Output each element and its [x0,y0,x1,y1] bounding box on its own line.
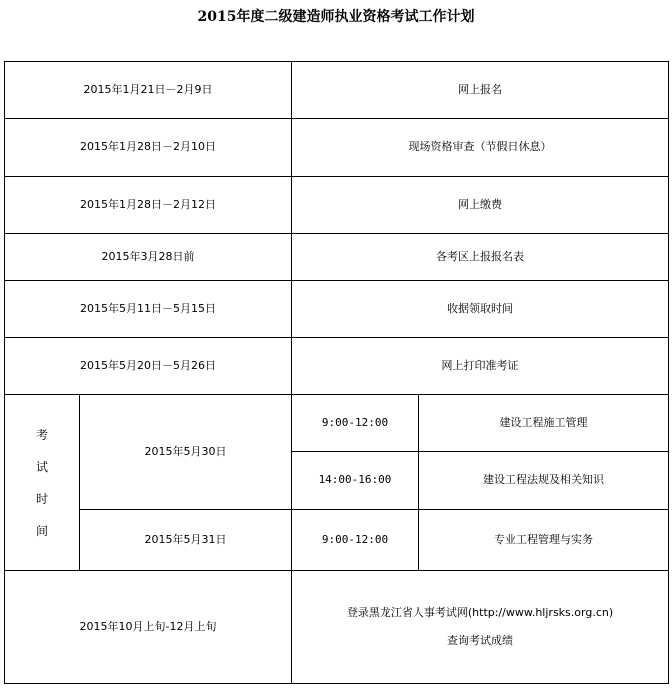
exam-date-cell: 2015年5月31日 [80,510,292,571]
exam-time-cell: 14:00-16:00 [292,452,419,510]
table-row [5,281,669,338]
task-cell: 各考区上报报名表 [292,234,669,281]
results-date-cell: 2015年10月上旬-12月上旬 [5,571,292,684]
exam-label-char: 时 [35,491,48,506]
date-cell: 2015年5月20日－5月26日 [5,338,292,395]
exam-time-cell: 9:00-12:00 [292,510,419,571]
exam-subject-cell: 建设工程施工管理 [419,395,669,452]
task-cell: 网上打印准考证 [292,338,669,395]
task-cell: 网上缴费 [292,177,669,234]
schedule-table [4,61,669,684]
table-row [5,62,669,119]
table-row [5,395,669,452]
page-title: 2015年度二级建造师执业资格考试工作计划 [197,9,475,25]
exam-time-label [5,395,80,571]
task-cell: 收据领取时间 [292,281,669,338]
results-website-text: 登录黑龙江省人事考试网(http://www.hljrsks.org.cn) [346,605,614,619]
task-cell: 网上报名 [292,62,669,119]
results-query-text: 查询考试成绩 [447,634,513,647]
task-cell: 现场资格审查（节假日休息） [292,119,669,177]
exam-label-char: 间 [35,523,48,538]
exam-label-char: 考 [35,427,48,442]
date-cell: 2015年5月11日－5月15日 [5,281,292,338]
date-cell: 2015年1月28日－2月10日 [5,119,292,177]
date-cell: 2015年1月21日－2月9日 [5,62,292,119]
date-cell: 2015年1月28日－2月12日 [5,177,292,234]
results-info-cell [292,571,669,684]
exam-time-cell: 9:00-12:00 [292,395,419,452]
date-cell: 2015年3月28日前 [5,234,292,281]
exam-subject-cell: 建设工程法规及相关知识 [419,452,669,510]
table-row [5,571,669,684]
table-row [5,338,669,395]
exam-subject-cell: 专业工程管理与实务 [419,510,669,571]
exam-label-char: 试 [35,459,48,474]
table-row [5,119,669,177]
table-row [5,510,669,571]
table-row [5,234,669,281]
exam-date-cell: 2015年5月30日 [80,395,292,510]
table-row [5,177,669,234]
